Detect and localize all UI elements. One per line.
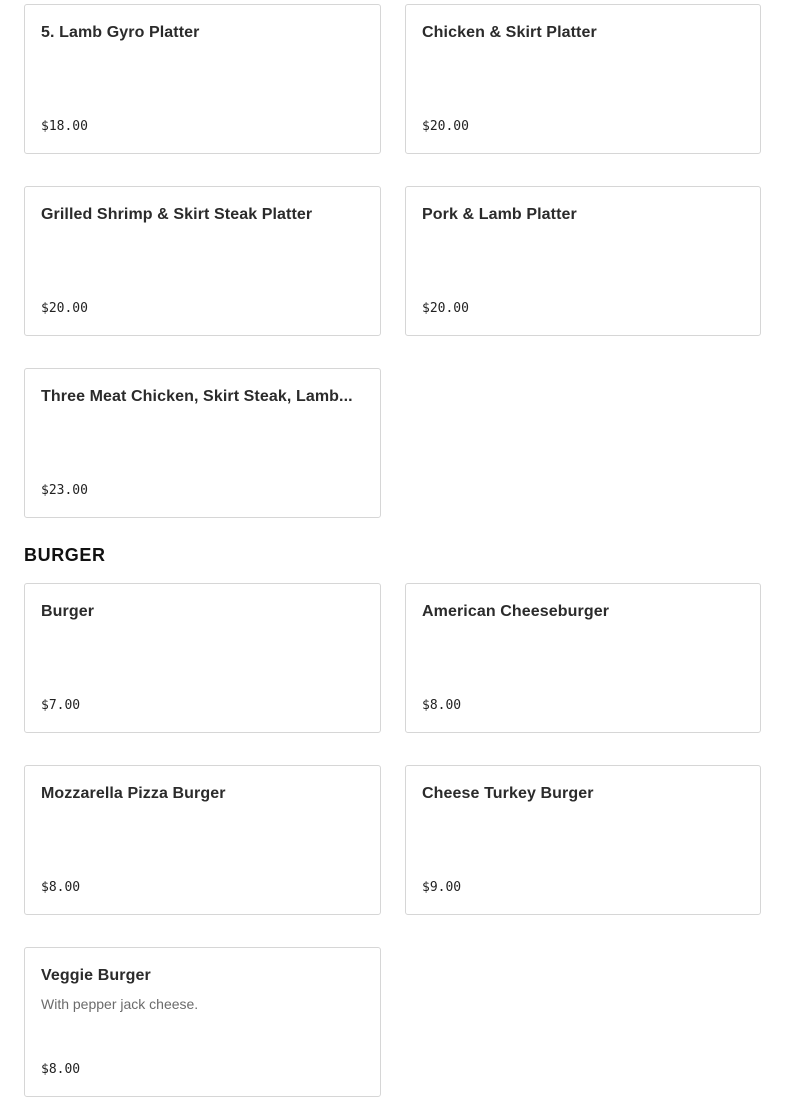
item-price: $20.00: [422, 301, 469, 316]
item-price: $20.00: [41, 301, 88, 316]
item-price: $8.00: [41, 880, 81, 895]
section-title-burger: BURGER: [24, 545, 106, 565]
item-name: Chicken & Skirt Platter: [422, 24, 597, 41]
menu-item-card[interactable]: [24, 368, 381, 518]
menu-item-card[interactable]: [24, 947, 381, 1097]
menu-item-card[interactable]: [405, 765, 761, 915]
item-name: American Cheeseburger: [422, 603, 610, 620]
item-name: Cheese Turkey Burger: [422, 785, 594, 802]
item-name: Burger: [41, 603, 95, 620]
platter-items-grid: [24, 4, 761, 518]
item-description: With pepper jack cheese.: [41, 996, 199, 1012]
item-price: $23.00: [41, 483, 88, 498]
item-name: Three Meat Chicken, Skirt Steak, Lamb...: [41, 388, 353, 405]
menu-item-card[interactable]: [24, 4, 381, 154]
item-price: $7.00: [41, 698, 81, 713]
item-price: $20.00: [422, 119, 469, 134]
burger-items-grid: [24, 583, 761, 1097]
item-name: Grilled Shrimp & Skirt Steak Platter: [41, 206, 313, 223]
menu-item-card[interactable]: [405, 4, 761, 154]
item-name: Veggie Burger: [41, 967, 151, 984]
menu: [24, 4, 761, 1097]
item-name: Mozzarella Pizza Burger: [41, 785, 226, 802]
item-name: 5. Lamb Gyro Platter: [41, 24, 200, 41]
menu-item-card[interactable]: [24, 765, 381, 915]
menu-item-card[interactable]: [405, 583, 761, 733]
menu-item-card[interactable]: [405, 186, 761, 336]
item-price: $18.00: [41, 119, 88, 134]
item-name: Pork & Lamb Platter: [422, 206, 577, 223]
menu-item-card[interactable]: [24, 186, 381, 336]
item-price: $8.00: [41, 1062, 81, 1077]
menu-item-card[interactable]: [24, 583, 381, 733]
item-price: $8.00: [422, 698, 462, 713]
item-price: $9.00: [422, 880, 462, 895]
